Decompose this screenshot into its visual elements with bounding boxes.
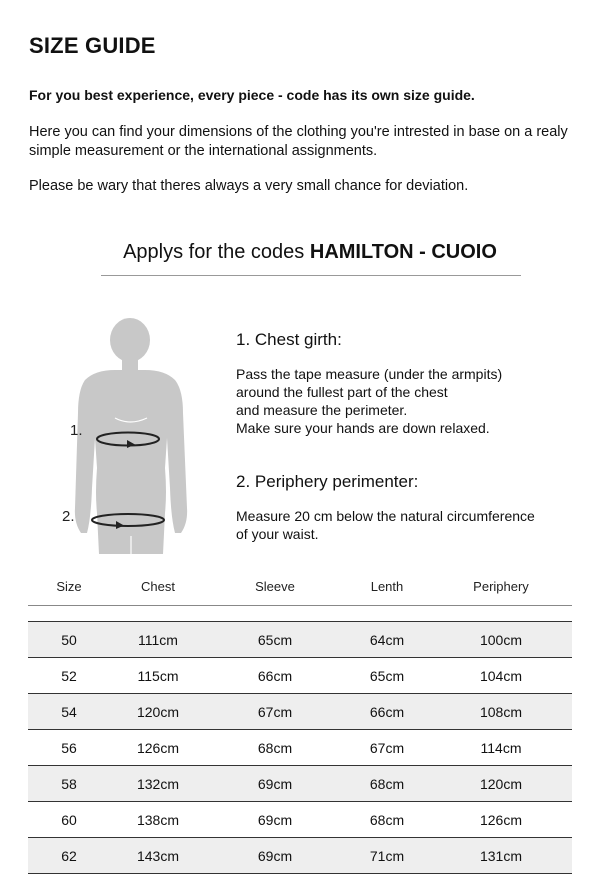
cell-size: 58 xyxy=(28,766,110,802)
cell-sleeve: 65cm xyxy=(206,622,344,658)
intro-paragraph-2: Please be wary that theres always a very small chance for deviation. xyxy=(29,178,469,194)
cell-chest: 138cm xyxy=(110,802,206,838)
header-periphery: Periphery xyxy=(430,567,572,606)
codes-heading xyxy=(0,241,600,264)
chest-girth-title: 1. Chest girth: xyxy=(236,330,342,349)
cell-sleeve: 68cm xyxy=(206,730,344,766)
cell-length: 65cm xyxy=(344,658,430,694)
table-header-row xyxy=(28,567,572,606)
cell-chest: 143cm xyxy=(110,838,206,874)
cell-chest: 115cm xyxy=(110,658,206,694)
intro-bold-text: For you best experience, every piece - code has its own size guide. xyxy=(29,87,475,103)
table-row xyxy=(28,694,572,730)
header-length: Lenth xyxy=(344,567,430,606)
cell-periphery: 120cm xyxy=(430,766,572,802)
cell-size: 54 xyxy=(28,694,110,730)
cell-sleeve: 69cm xyxy=(206,802,344,838)
table-row xyxy=(28,622,572,658)
intro-paragraph-1: Here you can find your dimensions of the clothing you're intrested in base on a realy simple measurement or the international assignments. xyxy=(29,124,568,159)
codes-divider xyxy=(101,275,521,276)
header-size: Size xyxy=(28,567,110,606)
header-sleeve: Sleeve xyxy=(206,567,344,606)
cell-length: 71cm xyxy=(344,838,430,874)
cell-chest: 111cm xyxy=(110,622,206,658)
cell-sleeve: 66cm xyxy=(206,658,344,694)
cell-periphery: 104cm xyxy=(430,658,572,694)
cell-length: 64cm xyxy=(344,622,430,658)
periphery-title: 2. Periphery perimenter: xyxy=(236,472,419,491)
table-row xyxy=(28,802,572,838)
cell-chest: 126cm xyxy=(110,730,206,766)
cell-periphery: 114cm xyxy=(430,730,572,766)
chest-instruction-line: Make sure your hands are down relaxed. xyxy=(236,420,490,436)
periphery-instruction-line: of your waist. xyxy=(236,526,319,542)
table-row xyxy=(28,838,572,874)
cell-length: 68cm xyxy=(344,766,430,802)
cell-length: 66cm xyxy=(344,694,430,730)
cell-length: 67cm xyxy=(344,730,430,766)
codes-prefix: Applys for the codes xyxy=(123,241,310,263)
header-chest: Chest xyxy=(110,567,206,606)
cell-size: 62 xyxy=(28,838,110,874)
cell-periphery: 108cm xyxy=(430,694,572,730)
table-row xyxy=(28,766,572,802)
chest-instruction-line: and measure the perimeter. xyxy=(236,402,408,418)
cell-length: 68cm xyxy=(344,802,430,838)
chest-instruction-line: around the fullest part of the chest xyxy=(236,384,448,400)
cell-periphery: 100cm xyxy=(430,622,572,658)
chest-instruction-line: Pass the tape measure (under the armpits) xyxy=(236,366,503,382)
table-row xyxy=(28,658,572,694)
cell-sleeve: 69cm xyxy=(206,838,344,874)
cell-periphery: 131cm xyxy=(430,838,572,874)
cell-chest: 120cm xyxy=(110,694,206,730)
cell-size: 50 xyxy=(28,622,110,658)
table-row xyxy=(28,730,572,766)
cell-periphery: 126cm xyxy=(430,802,572,838)
table-spacer xyxy=(28,606,572,622)
chest-girth-instructions xyxy=(236,365,576,437)
page-title: SIZE GUIDE xyxy=(29,33,156,58)
figure-marker-1: 1. xyxy=(70,422,83,439)
cell-sleeve: 69cm xyxy=(206,766,344,802)
cell-size: 60 xyxy=(28,802,110,838)
cell-chest: 132cm xyxy=(110,766,206,802)
figure-marker-2: 2. xyxy=(62,508,75,525)
codes-names: HAMILTON - CUOIO xyxy=(309,241,497,263)
body-silhouette-icon xyxy=(55,318,225,560)
cell-size: 56 xyxy=(28,730,110,766)
cell-size: 52 xyxy=(28,658,110,694)
cell-sleeve: 67cm xyxy=(206,694,344,730)
periphery-instruction-line: Measure 20 cm below the natural circumference xyxy=(236,508,535,524)
periphery-instructions xyxy=(236,507,576,543)
size-table xyxy=(28,567,572,874)
